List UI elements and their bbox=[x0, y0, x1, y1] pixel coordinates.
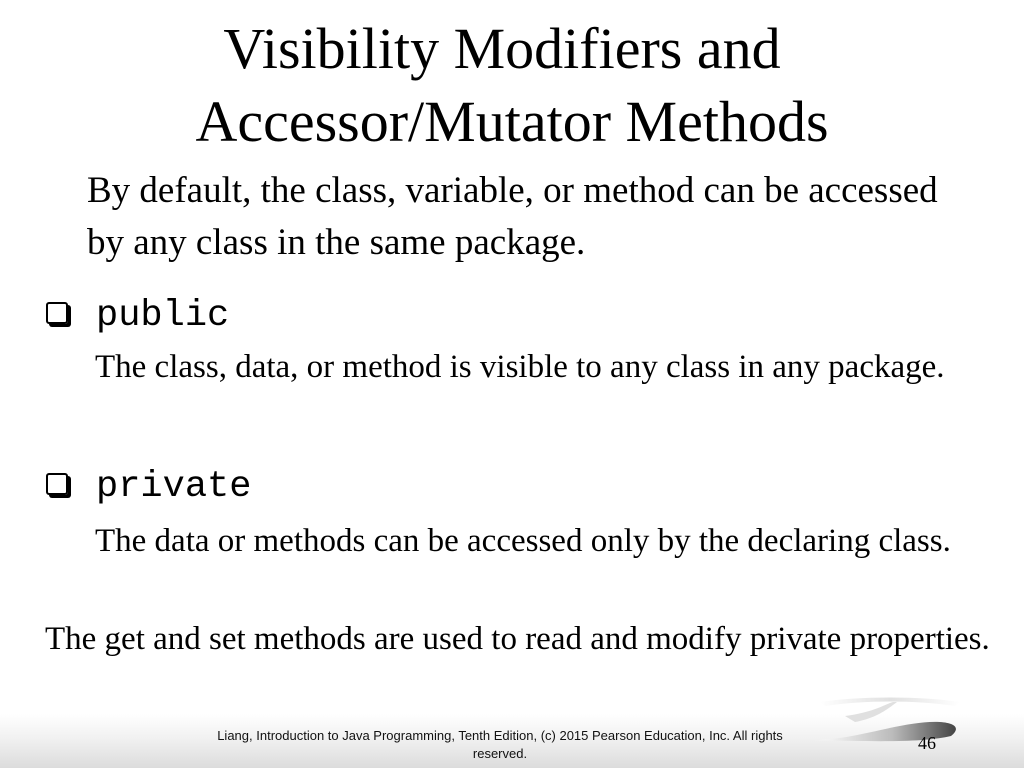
slide-title bbox=[0, 12, 1024, 158]
page-number: 46 bbox=[918, 733, 936, 753]
bullet-keyword-public: public bbox=[96, 295, 230, 337]
checkbox-bullet-icon bbox=[46, 473, 68, 495]
bullet-description-public: The class, data, or method is visible to any class in any package. bbox=[95, 349, 945, 385]
bullet-description-private: The data or methods can be accessed only by the declaring class. bbox=[95, 523, 951, 559]
slide-title-line-2: Accessor/Mutator Methods bbox=[195, 89, 829, 154]
checkbox-bullet-icon bbox=[46, 302, 68, 324]
footer-copyright: Liang, Introduction to Java Programming, Tenth Edition, (c) 2015 Pearson Education, Inc. All rights reserved. bbox=[217, 728, 783, 761]
intro-paragraph: By default, the class, variable, or method can be accessed by any class in the same package. bbox=[87, 170, 938, 263]
slide-title-line-1: Visibility Modifiers and bbox=[223, 16, 781, 81]
bullet-keyword-private: private bbox=[96, 466, 252, 508]
closing-paragraph: The get and set methods are used to read and modify private properties. bbox=[45, 621, 990, 657]
